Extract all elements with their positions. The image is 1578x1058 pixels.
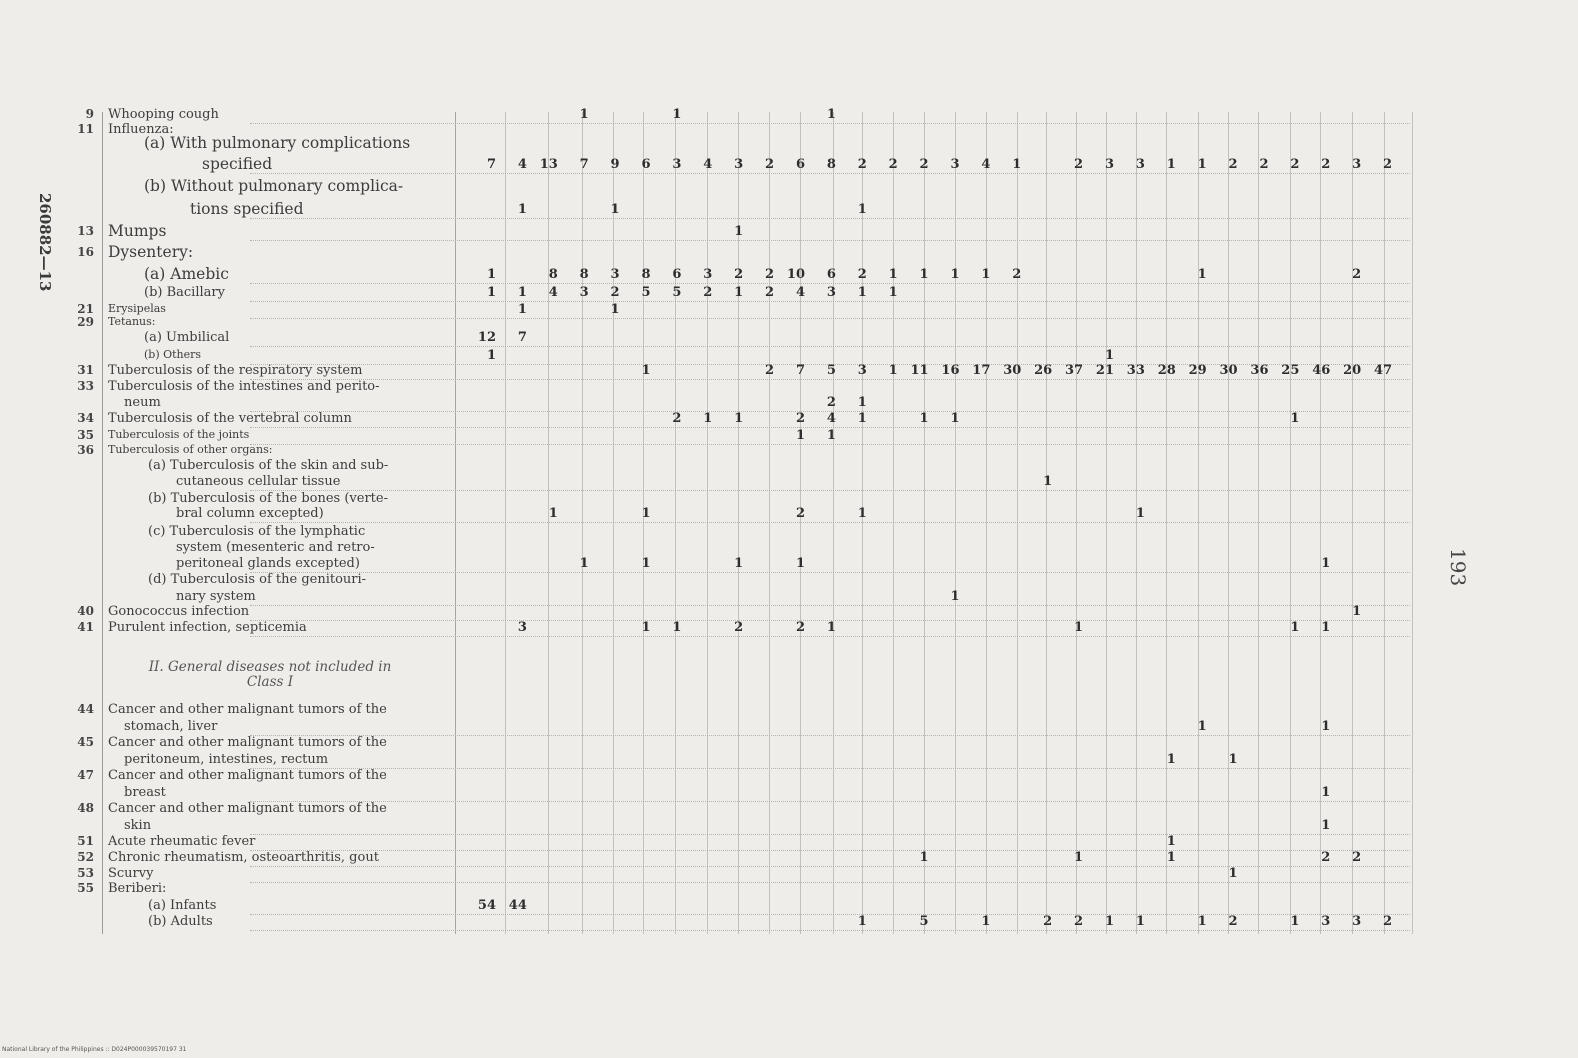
cell-value: 1 (1228, 866, 1238, 881)
cell-value: 2 (1383, 157, 1393, 172)
column-rule (707, 112, 708, 934)
row-label: (c) Tuberculosis of the lymphatic (148, 524, 366, 539)
column-rule (924, 112, 925, 934)
cell-value: 2 (857, 267, 867, 282)
row-label: Whooping cough (108, 107, 219, 122)
column-rule (1352, 112, 1353, 934)
cell-value: 1 (1290, 914, 1300, 929)
cell-value: 2 (1043, 914, 1053, 929)
cell-value: 1 (703, 411, 713, 426)
row-code: 51 (77, 834, 94, 848)
row-leader (250, 301, 1410, 302)
row-code: 13 (77, 224, 94, 238)
cell-value: 1 (1228, 752, 1238, 767)
row-label: (a) Infants (148, 898, 217, 913)
column-rule (955, 112, 956, 934)
cell-value: 1 (1166, 752, 1176, 767)
row-code: 33 (77, 379, 94, 393)
row-label: (b) Tuberculosis of the bones (verte- (148, 491, 388, 506)
cell-value: 8 (548, 267, 558, 282)
row-label: Influenza: (108, 122, 174, 137)
cell-value: 1 (888, 363, 898, 378)
code-column-rule (102, 112, 103, 934)
cell-value: 33 (1126, 363, 1145, 378)
cell-value: 20 (1343, 363, 1362, 378)
cell-value: 1 (1012, 157, 1022, 172)
column-rule (505, 112, 506, 934)
row-code: 47 (77, 768, 94, 782)
cell-value: 3 (857, 363, 867, 378)
cell-value: 1 (517, 202, 527, 217)
cell-value: 1 (857, 506, 867, 521)
row-leader (250, 768, 1410, 769)
cell-value: 1 (641, 363, 651, 378)
cell-value: 1 (888, 267, 898, 282)
row-leader (250, 283, 1410, 284)
column-rule (1290, 112, 1291, 934)
cell-value: 1 (888, 285, 898, 300)
cell-value: 13 (539, 157, 558, 172)
row-label: Purulent infection, septicemia (108, 620, 307, 635)
cell-value: 11 (910, 363, 929, 378)
section-heading (110, 660, 430, 690)
cell-value: 46 (1312, 363, 1331, 378)
row-leader (250, 173, 1410, 174)
cell-value: 21 (1095, 363, 1114, 378)
row-label: (a) Umbilical (144, 330, 230, 345)
cell-value: 1 (1104, 914, 1114, 929)
row-code: 31 (77, 363, 94, 377)
cell-value: 1 (1166, 850, 1176, 865)
cell-value: 2 (795, 620, 805, 635)
column-rule (1384, 112, 1385, 934)
row-label: (b) Others (144, 348, 202, 361)
column-rule (1228, 112, 1229, 934)
cell-value: 2 (826, 395, 836, 410)
row-label: Chronic rheumatism, osteoarthritis, gout (108, 850, 379, 865)
row-label: Dysentery: (108, 243, 194, 261)
row-label: Cancer and other malignant tumors of the (108, 702, 387, 717)
row-code: 11 (77, 122, 94, 136)
cell-value: 1 (1166, 834, 1176, 849)
row-label: bral column excepted) (176, 506, 324, 521)
cell-value: 5 (672, 285, 682, 300)
row-code: 35 (77, 428, 94, 442)
section-heading-line2: Class I (246, 674, 294, 690)
cell-value: 2 (919, 157, 929, 172)
cell-value: 2 (1352, 850, 1362, 865)
cell-value: 2 (765, 157, 775, 172)
cell-value: 1 (857, 914, 867, 929)
cell-value: 3 (1352, 914, 1362, 929)
cell-value: 1 (641, 556, 651, 571)
side-identifier: 260882—13 (36, 193, 54, 292)
row-label: Cancer and other malignant tumors of the (108, 768, 387, 783)
cell-value: 1 (1290, 411, 1300, 426)
row-label: skin (124, 818, 152, 833)
cell-value: 10 (786, 267, 805, 282)
row-label: Erysipelas (108, 302, 166, 315)
row-label: Tetanus: (108, 315, 156, 328)
cell-value: 2 (610, 285, 620, 300)
cell-value: 3 (826, 285, 836, 300)
row-leader (250, 240, 1410, 241)
cell-value: 1 (734, 224, 744, 239)
column-rule (769, 112, 770, 934)
cell-value: 25 (1281, 363, 1300, 378)
row-label: (b) Without pulmonary complica- (144, 177, 404, 195)
cell-value: 6 (826, 267, 836, 282)
row-leader (250, 522, 1410, 523)
cell-value: 1 (517, 285, 527, 300)
cell-value: 3 (517, 620, 527, 635)
cell-value: 8 (641, 267, 651, 282)
row-code: 9 (85, 107, 94, 121)
row-leader (250, 318, 1410, 319)
cell-value: 26 (1034, 363, 1053, 378)
cell-value: 30 (1003, 363, 1022, 378)
row-label: Tuberculosis of other organs: (108, 443, 273, 456)
cell-value: 2 (1383, 914, 1393, 929)
column-rule (1076, 112, 1077, 934)
cell-value: 2 (765, 267, 775, 282)
cell-value: 1 (486, 348, 496, 363)
row-leader (250, 346, 1410, 347)
row-leader (250, 123, 1410, 124)
column-rule (893, 112, 894, 934)
row-code: 34 (77, 411, 94, 425)
cell-value: 2 (765, 363, 775, 378)
footer-credit: National Library of the Philippines :: D024P000039570197 31 (2, 1046, 187, 1053)
row-leader (250, 801, 1410, 802)
cell-value: 2 (795, 411, 805, 426)
cell-value: 36 (1250, 363, 1269, 378)
cell-value: 4 (548, 285, 558, 300)
cell-value: 3 (1352, 157, 1362, 172)
cell-value: 1 (641, 620, 651, 635)
cell-value: 2 (1228, 157, 1238, 172)
row-label: system (mesenteric and retro- (176, 540, 375, 555)
cell-value: 1 (548, 506, 558, 521)
cell-value: 1 (579, 556, 589, 571)
cell-value: 2 (1228, 914, 1238, 929)
cell-value: 1 (857, 285, 867, 300)
cell-value: 1 (950, 267, 960, 282)
cell-value: 4 (826, 411, 836, 426)
row-label: Tuberculosis of the joints (108, 428, 250, 441)
row-label: tions specified (190, 200, 304, 218)
row-label: Beriberi: (108, 881, 167, 896)
cell-value: 7 (486, 157, 496, 172)
cell-value: 1 (579, 107, 589, 122)
row-label: Tuberculosis of the respiratory system (108, 363, 363, 378)
cell-value: 29 (1188, 363, 1207, 378)
row-label: (b) Adults (148, 914, 213, 929)
cell-value: 1 (857, 202, 867, 217)
cell-value: 1 (1043, 474, 1053, 489)
cell-value: 30 (1219, 363, 1238, 378)
cell-value: 1 (1197, 719, 1207, 734)
row-label: Tuberculosis of the vertebral column (108, 411, 352, 426)
column-rule (613, 112, 614, 934)
row-leader (250, 834, 1410, 835)
cell-value: 9 (610, 157, 620, 172)
cell-value: 3 (703, 267, 713, 282)
cell-value: 1 (1197, 267, 1207, 282)
cell-value: 6 (641, 157, 651, 172)
cell-value: 4 (981, 157, 991, 172)
row-leader (250, 735, 1410, 736)
cell-value: 7 (517, 330, 527, 345)
row-leader (250, 444, 1410, 445)
row-label: peritoneal glands excepted) (176, 556, 360, 571)
cell-value: 5 (641, 285, 651, 300)
cell-value: 1 (734, 556, 744, 571)
cell-value: 7 (795, 363, 805, 378)
row-label: Mumps (108, 222, 167, 240)
row-code: 41 (77, 620, 94, 634)
cell-value: 37 (1065, 363, 1084, 378)
cell-value: 2 (1074, 157, 1084, 172)
row-label: Cancer and other malignant tumors of the (108, 735, 387, 750)
cell-value: 3 (1321, 914, 1331, 929)
row-leader (250, 882, 1410, 883)
row-leader (250, 850, 1410, 851)
cell-value: 1 (826, 620, 836, 635)
cell-value: 12 (477, 330, 496, 345)
row-label: (a) Amebic (144, 265, 229, 283)
column-rule (1198, 112, 1199, 934)
row-code: 21 (77, 302, 94, 316)
row-label: neum (124, 395, 161, 410)
column-rule (643, 112, 644, 934)
cell-value: 1 (981, 267, 991, 282)
cell-value: 1 (826, 107, 836, 122)
cell-value: 1 (641, 506, 651, 521)
column-rule (1412, 112, 1413, 934)
row-code: 44 (77, 702, 94, 716)
cell-value: 3 (950, 157, 960, 172)
cell-value: 2 (857, 157, 867, 172)
row-label: nary system (176, 589, 256, 604)
row-label: (b) Bacillary (144, 285, 225, 300)
cell-value: 1 (1074, 850, 1084, 865)
cell-value: 2 (1259, 157, 1269, 172)
cell-value: 1 (1166, 157, 1176, 172)
cell-value: 1 (1321, 785, 1331, 800)
column-rule (1106, 112, 1107, 934)
cell-value: 3 (579, 285, 589, 300)
cell-value: 1 (1074, 620, 1084, 635)
cell-value: 44 (508, 898, 527, 913)
cell-value: 1 (950, 411, 960, 426)
cell-value: 1 (1197, 914, 1207, 929)
row-code: 52 (77, 850, 94, 864)
cell-value: 1 (1290, 620, 1300, 635)
row-label: breast (124, 785, 166, 800)
row-code: 29 (77, 315, 94, 329)
column-rule (1046, 112, 1047, 934)
cell-value: 1 (1352, 604, 1362, 619)
row-label: Acute rheumatic fever (108, 834, 256, 849)
cell-value: 1 (672, 107, 682, 122)
cell-value: 1 (1104, 348, 1114, 363)
cell-value: 2 (1352, 267, 1362, 282)
column-rule (455, 112, 456, 934)
cell-value: 6 (672, 267, 682, 282)
cell-value: 1 (1321, 818, 1331, 833)
column-rule (675, 112, 676, 934)
cell-value: 4 (795, 285, 805, 300)
row-label: Gonococcus infection (108, 604, 250, 619)
row-label: stomach, liver (124, 719, 218, 734)
row-code: 16 (77, 245, 94, 259)
column-rule (1136, 112, 1137, 934)
row-leader (250, 605, 1410, 606)
cell-value: 2 (765, 285, 775, 300)
cell-value: 3 (1104, 157, 1114, 172)
row-leader (250, 636, 1410, 637)
cell-value: 1 (734, 411, 744, 426)
column-rule (1258, 112, 1259, 934)
cell-value: 17 (972, 363, 991, 378)
section-heading-line1: II. General diseases not included in (148, 659, 392, 675)
cell-value: 7 (579, 157, 589, 172)
row-leader (250, 218, 1410, 219)
row-label: (d) Tuberculosis of the genitouri- (148, 572, 367, 587)
row-label: cutaneous cellular tissue (176, 474, 341, 489)
cell-value: 4 (517, 157, 527, 172)
cell-value: 1 (981, 914, 991, 929)
cell-value: 4 (703, 157, 713, 172)
cell-value: 5 (919, 914, 929, 929)
cell-value: 54 (477, 898, 496, 913)
cell-value: 2 (672, 411, 682, 426)
cell-value: 2 (734, 620, 744, 635)
column-rule (986, 112, 987, 934)
cell-value: 2 (795, 506, 805, 521)
cell-value: 2 (1012, 267, 1022, 282)
cell-value: 3 (672, 157, 682, 172)
row-label: specified (202, 155, 273, 173)
page-number: 193 (1446, 548, 1470, 587)
column-rule (548, 112, 549, 934)
cell-value: 1 (1321, 556, 1331, 571)
row-code: 53 (77, 866, 94, 880)
row-code: 36 (77, 443, 94, 457)
column-rule (862, 112, 863, 934)
cell-value: 1 (610, 202, 620, 217)
cell-value: 1 (1321, 719, 1331, 734)
cell-value: 1 (826, 428, 836, 443)
row-leader (250, 572, 1410, 573)
cell-value: 3 (610, 267, 620, 282)
cell-value: 1 (486, 285, 496, 300)
cell-value: 1 (672, 620, 682, 635)
cell-value: 2 (888, 157, 898, 172)
row-label: (a) With pulmonary complications (144, 134, 411, 152)
cell-value: 5 (826, 363, 836, 378)
row-label: peritoneum, intestines, rectum (124, 752, 329, 767)
cell-value: 28 (1157, 363, 1176, 378)
row-leader (250, 379, 1410, 380)
cell-value: 1 (1197, 157, 1207, 172)
cell-value: 2 (1321, 157, 1331, 172)
cell-value: 3 (1135, 157, 1145, 172)
row-leader (250, 490, 1410, 491)
cell-value: 2 (703, 285, 713, 300)
column-rule (1166, 112, 1167, 934)
row-code: 55 (77, 881, 94, 895)
row-code: 48 (77, 801, 94, 815)
cell-value: 1 (919, 267, 929, 282)
cell-value: 1 (857, 395, 867, 410)
row-code: 45 (77, 735, 94, 749)
row-label: Tuberculosis of the intestines and perito- (108, 379, 380, 394)
cell-value: 1 (919, 411, 929, 426)
cell-value: 1 (486, 267, 496, 282)
row-leader (250, 930, 1410, 931)
cell-value: 1 (1135, 914, 1145, 929)
cell-value: 2 (734, 267, 744, 282)
cell-value: 1 (857, 411, 867, 426)
cell-value: 47 (1374, 363, 1393, 378)
cell-value: 8 (579, 267, 589, 282)
cell-value: 1 (610, 302, 620, 317)
cell-value: 2 (1074, 914, 1084, 929)
cell-value: 8 (826, 157, 836, 172)
row-label: (a) Tuberculosis of the skin and sub- (148, 458, 389, 473)
cell-value: 1 (919, 850, 929, 865)
row-label: Scurvy (108, 866, 154, 881)
cell-value: 2 (1321, 850, 1331, 865)
cell-value: 1 (1321, 620, 1331, 635)
column-rule (1017, 112, 1018, 934)
column-rule (800, 112, 801, 934)
row-code: 40 (77, 604, 94, 618)
column-rule (582, 112, 583, 934)
cell-value: 2 (1290, 157, 1300, 172)
column-rule (1320, 112, 1321, 934)
cell-value: 1 (1135, 506, 1145, 521)
cell-value: 1 (795, 556, 805, 571)
row-label: Cancer and other malignant tumors of the (108, 801, 387, 816)
column-rule (833, 112, 834, 934)
cell-value: 1 (950, 589, 960, 604)
cell-value: 3 (734, 157, 744, 172)
cell-value: 6 (795, 157, 805, 172)
cell-value: 1 (517, 302, 527, 317)
cell-value: 1 (795, 428, 805, 443)
cell-value: 16 (941, 363, 960, 378)
cell-value: 1 (734, 285, 744, 300)
